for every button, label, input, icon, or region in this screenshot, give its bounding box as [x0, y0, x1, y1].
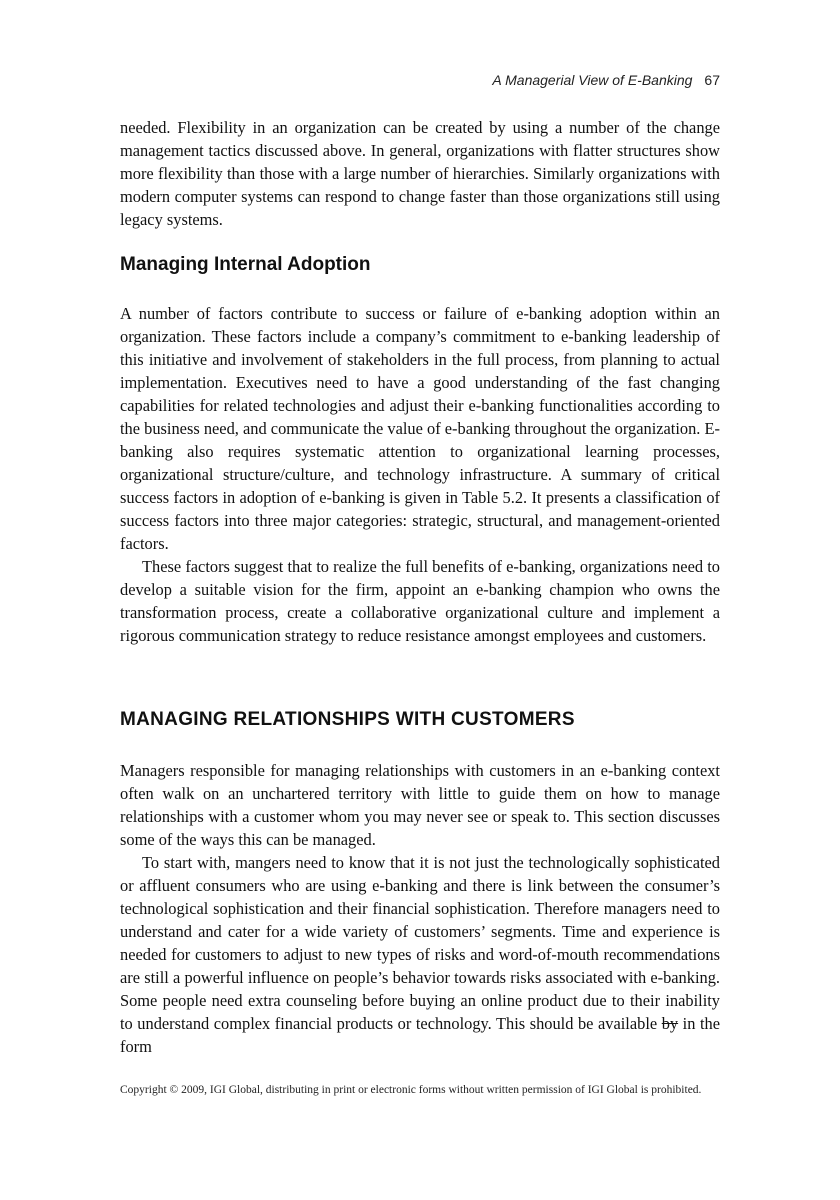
section-heading: MANAGING RELATIONSHIPS WITH CUSTOMERS [120, 709, 575, 730]
struck-word: by [661, 1014, 679, 1033]
paragraph: needed. Flexibility in an organization can be created by using a number of the change management tactics discussed above. In general, organizations with flatter structures show more flexibility than those with a large number of hierarchies. Similarly organizations with modern computer systems can respond to change faster than those organizations still using legacy systems. [120, 118, 720, 229]
subsection-heading: Managing Internal Adoption [120, 254, 371, 275]
continued-section [120, 116, 720, 231]
paragraph [120, 851, 720, 1058]
paragraph-text: To start with, mangers need to know that it is not just the technologically sophisticated or affluent consumers who are using e-banking and there is link between the consumer’s technological sophistication and their financial sophistication. Therefore managers need to understand and cater for a wide variety of customers’ segments. Time and experience is needed for customers to adjust to new types of risks and word-of-mouth recommendations are still a powerful influence on people’s behavior towards risks associated with e-banking. Some people need extra counseling before buying an online product due to their inability to understand complex financial products or technology. This should be available [120, 853, 720, 1033]
copyright-footer: Copyright © 2009, IGI Global, distributing in print or electronic forms without written permission of IGI Global is prohibited. [120, 1084, 702, 1096]
running-title: A Managerial View of E-Banking [492, 72, 693, 88]
running-header [120, 72, 720, 88]
paragraph: These factors suggest that to realize the full benefits of e-banking, organizations need to develop a suitable vision for the firm, appoint an e-banking champion who owns the transformation process, create a collaborative organizational culture and implement a rigorous communication strategy to reduce resistance amongst employees and customers. [120, 557, 720, 645]
paragraph: Managers responsible for managing relationships with customers in an e-banking context often walk on an unchartered territory with little to guide them on how to manage relationships with a customer whom you may never see or speak to. This section discusses some of the ways this can be managed. [120, 761, 720, 849]
paragraph-text-end: in the form [120, 1014, 720, 1056]
page-number: 67 [704, 72, 720, 88]
paragraph: A number of factors contribute to success or failure of e-banking adoption within an organization. These factors include a company’s commitment to e-banking leadership of this initiative and involvement of stakeholders in the full process, from planning to actual implementation. Executives need to have a good understanding of the fast changing capabilities for related technologies and adjust their e-banking functionalities according to the business need, and communicate the value of e-banking throughout the organization. E-banking also requires systematic attention to organizational learning processes, organizational structure/culture, and technology infrastructure. A summary of critical success factors in adoption of e-banking is given in Table 5.2. It presents a classification of success factors into three major categories: strategic, structural, and management-oriented factors. [120, 304, 720, 553]
customer-relationships-section [120, 759, 720, 1058]
internal-adoption-section [120, 302, 720, 647]
